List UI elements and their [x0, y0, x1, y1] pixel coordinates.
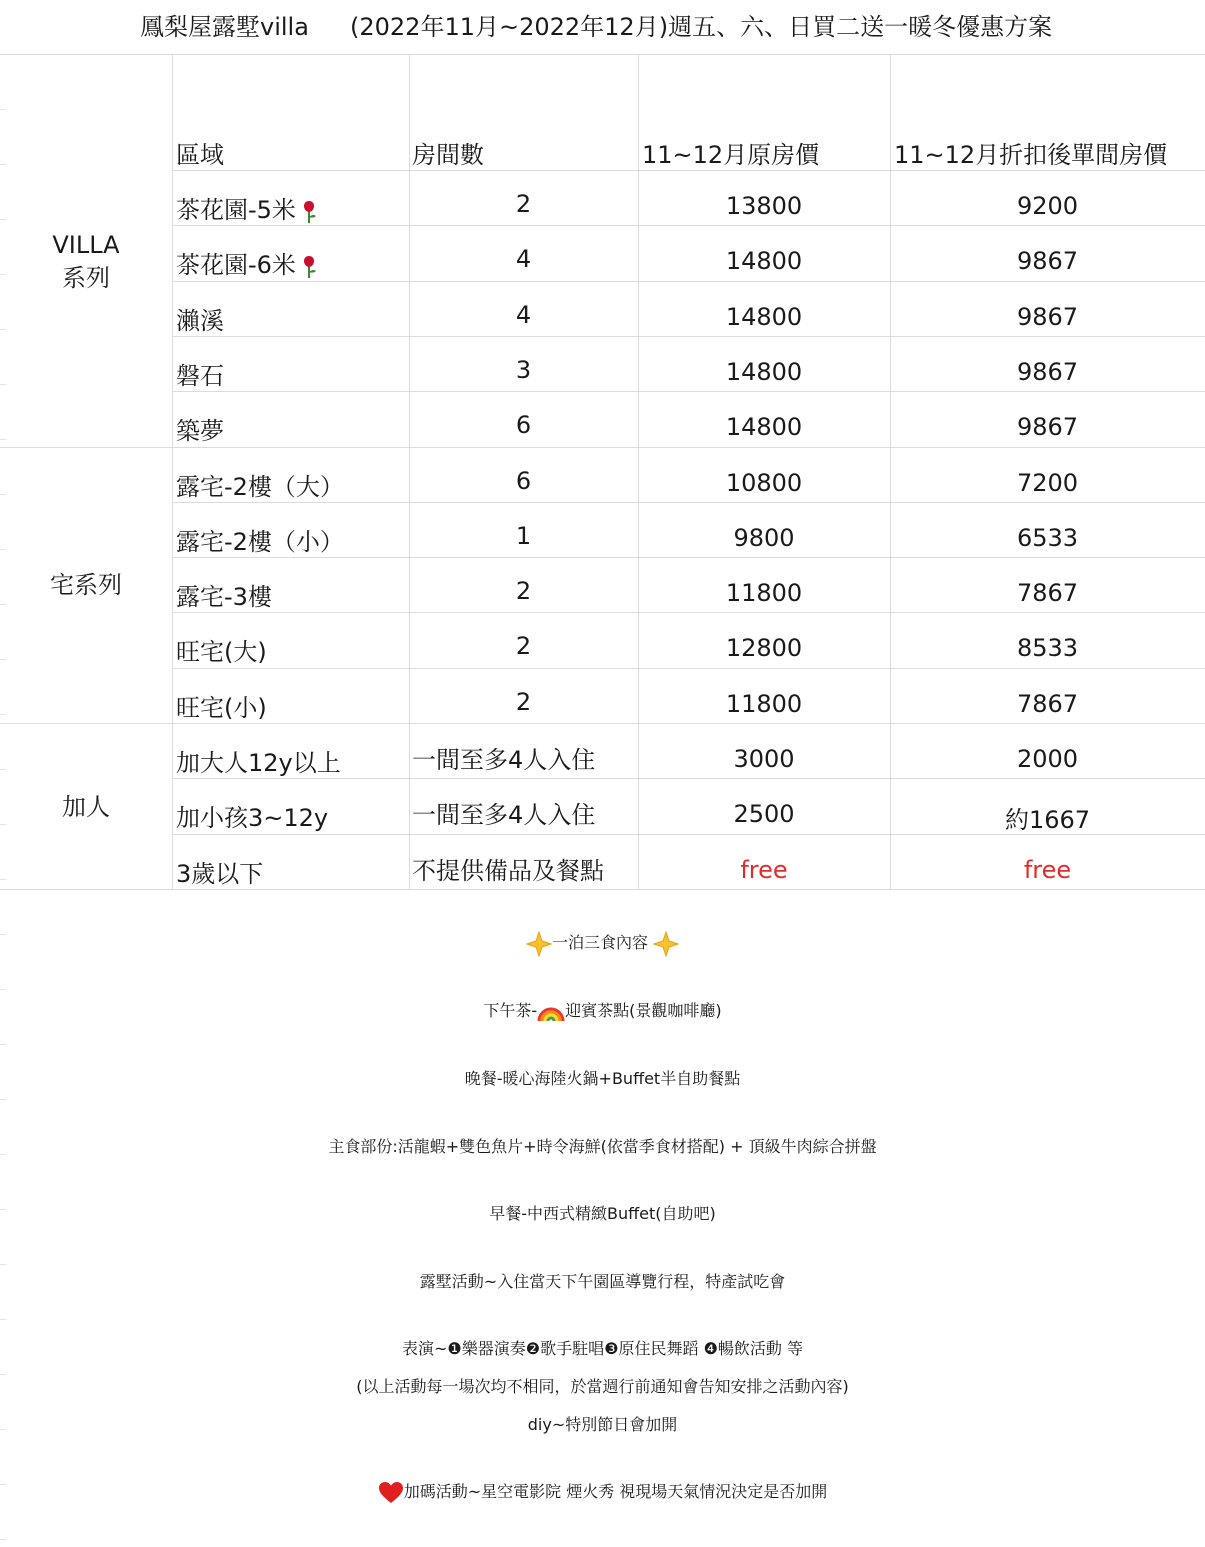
title-name: 鳳梨屋露墅villa	[140, 13, 309, 41]
note-breakfast: 早餐-中西式精緻Buffet(自助吧)	[489, 1204, 716, 1223]
row-rooms: 4	[515, 300, 532, 329]
row-original-price: 10800	[725, 468, 803, 497]
meals-title: 一泊三食內容	[0, 930, 1205, 957]
row-area: 磐石	[176, 361, 224, 390]
row-rooms: 2	[515, 687, 532, 716]
row-rooms: 一間至多4人入住	[412, 746, 596, 774]
row-original-price: 14800	[725, 302, 803, 331]
row-discount-price: free	[1023, 855, 1072, 884]
note-main-course: 主食部份:活龍蝦+雙色魚片+時令海鮮(依當季食材搭配) + 頂級牛肉綜合拼盤	[328, 1137, 877, 1156]
row-original-price: 12800	[725, 634, 803, 663]
note-afternoon-tea: 下午茶- 迎賓茶點(景觀咖啡廳)	[0, 998, 1205, 1023]
row-rooms: 6	[515, 466, 532, 495]
row-discount-price: 約1667	[1004, 806, 1091, 835]
row-discount-price: 7867	[1016, 579, 1079, 608]
rose-icon	[298, 253, 320, 279]
header-area: 區域	[176, 141, 224, 169]
note-activity: 露墅活動~入住當天下午園區導覽行程，特產試吃會	[419, 1272, 786, 1291]
group-label-house: 宅系列	[50, 571, 122, 599]
row-discount-price: 7867	[1016, 689, 1079, 718]
row-discount-price: 9867	[1016, 357, 1079, 386]
group-label-extra: 加人	[62, 793, 110, 821]
row-rooms: 不提供備品及餐點	[412, 856, 604, 885]
row-area: 旺宅(小)	[176, 693, 267, 722]
row-area: 加大人12y以上	[176, 749, 341, 777]
row-area: 加小孩3~12y	[176, 804, 329, 833]
row-rooms: 6	[515, 411, 532, 440]
row-original-price: 14800	[725, 357, 803, 386]
row-rooms: 2	[515, 577, 532, 606]
note-show: 表演~❶樂器演奏❷歌手駐唱❸原住民舞蹈 ❹暢飲活動 等	[402, 1339, 803, 1358]
sparkle-icon	[653, 931, 679, 957]
row-original-price: 2500	[733, 800, 795, 829]
row-discount-price: 8533	[1016, 634, 1079, 663]
row-rooms: 3	[515, 355, 532, 384]
header-rooms: 房間數	[412, 141, 484, 169]
row-discount-price: 6533	[1016, 523, 1079, 552]
page-title	[0, 0, 1205, 55]
row-area: 茶花園-6米	[176, 245, 320, 280]
price-table	[0, 55, 1205, 890]
rainbow-icon	[537, 1001, 565, 1023]
row-area: 茶花園-5米	[176, 190, 320, 225]
row-discount-price: 9867	[1016, 413, 1079, 442]
row-rooms: 4	[515, 245, 532, 274]
heart-icon	[378, 1481, 404, 1505]
row-original-price: 3000	[733, 745, 795, 773]
row-original-price: 11800	[725, 689, 803, 718]
row-original-price: 9800	[733, 523, 795, 552]
row-discount-price: 2000	[1016, 745, 1079, 773]
note-diy: diy~特別節日會加開	[527, 1415, 678, 1434]
header-original-price: 11~12月原房價	[642, 141, 820, 169]
sparkle-icon	[526, 931, 552, 957]
row-area: 瀨溪	[176, 306, 224, 335]
row-area: 3歲以下	[176, 859, 264, 888]
row-rooms: 1	[515, 521, 532, 550]
row-area: 露宅-3樓	[176, 583, 272, 612]
row-original-price: 13800	[725, 192, 803, 220]
row-rooms: 2	[515, 190, 532, 218]
row-original-price: free	[740, 855, 788, 884]
row-original-price: 14800	[725, 247, 803, 276]
header-discount-price: 11~12月折扣後單間房價	[894, 141, 1168, 169]
row-discount-price: 9200	[1016, 192, 1079, 220]
note-show-detail: (以上活動每一場次均不相同，於當週行前通知會告知安排之活動內容)	[356, 1377, 849, 1396]
row-area: 築夢	[176, 417, 224, 446]
row-discount-price: 9867	[1016, 247, 1079, 276]
row-original-price: 11800	[725, 579, 803, 608]
row-discount-price: 7200	[1016, 468, 1079, 497]
group-label-villa: VILLA 系列	[52, 231, 120, 292]
row-discount-price: 9867	[1016, 302, 1079, 331]
note-bonus: 加碼活動~星空電影院 煙火秀 視現場天氣情況決定是否加開	[0, 1479, 1205, 1505]
note-dinner: 晚餐-暖心海陸火鍋+Buffet半自助餐點	[464, 1069, 741, 1088]
rose-icon	[298, 198, 320, 224]
row-rooms: 2	[515, 632, 532, 661]
row-area: 旺宅(大)	[176, 638, 267, 667]
title-promo: (2022年11月~2022年12月)週五、六、日買二送一暖冬優惠方案	[350, 13, 1053, 41]
row-rooms: 一間至多4人入住	[412, 801, 596, 830]
row-original-price: 14800	[725, 413, 803, 442]
row-area: 露宅-2樓（小）	[176, 527, 344, 556]
row-area: 露宅-2樓（大）	[176, 472, 344, 501]
